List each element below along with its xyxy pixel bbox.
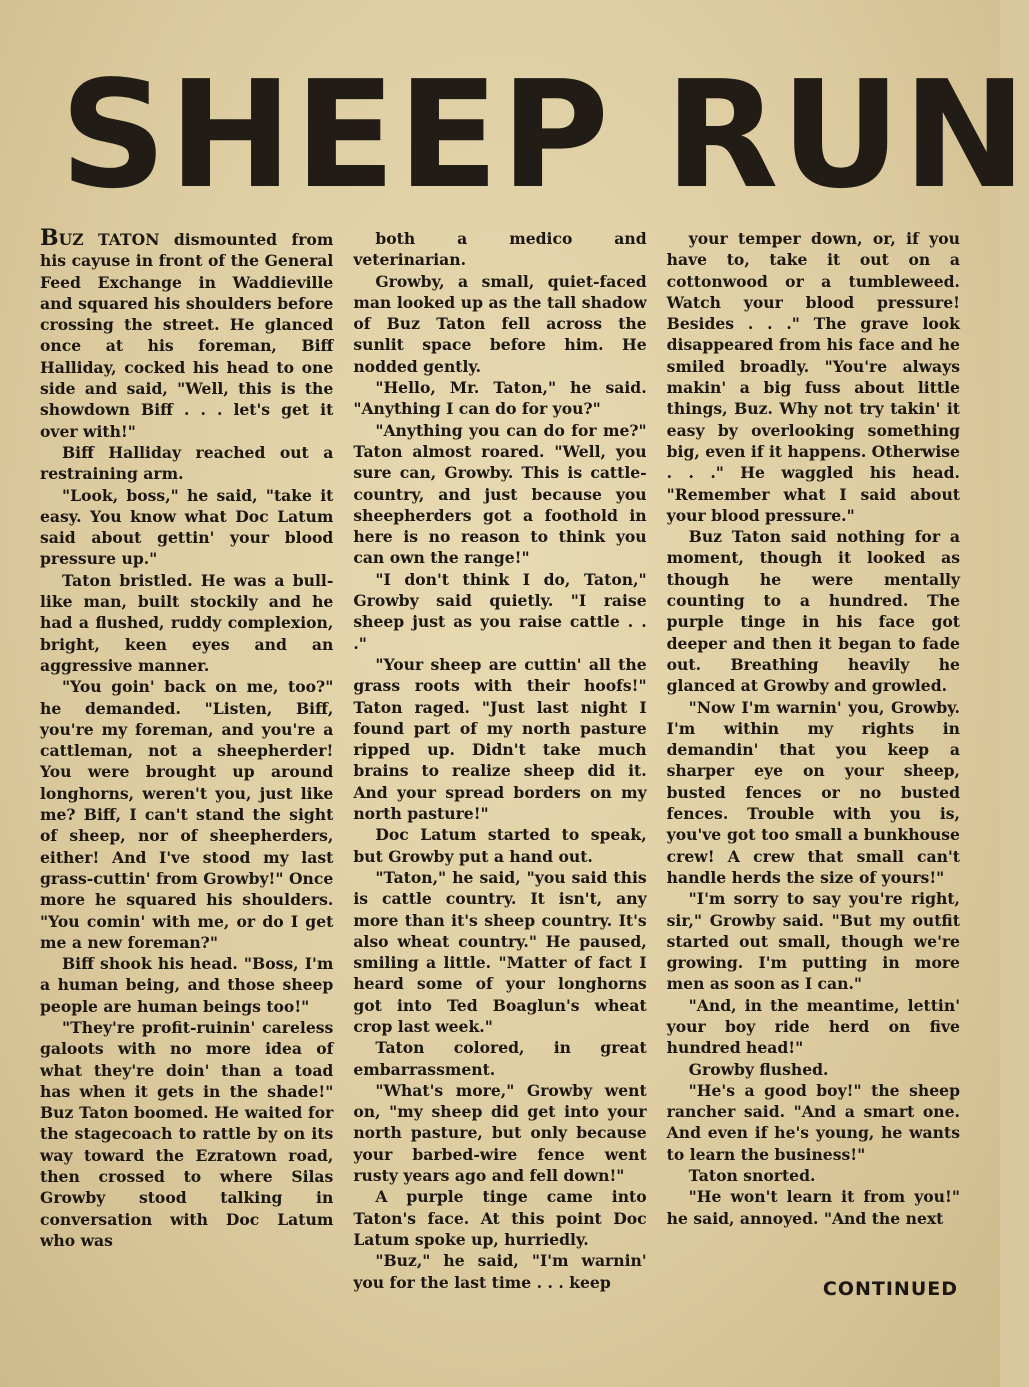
paragraph: Growby, a small, quiet-faced man looked up as the tall shadow of Buz Taton fell across the sunlit space before him. He nodded gently. <box>353 271 647 376</box>
paragraph: your temper down, or, if you have to, take it out on a cottonwood or a tumbleweed. Watch your blood pressure! Besides . . ." The grave look disappeared from his face and he smiled broadly. "You're always makin' a big fuss about little things, Buz. Why not try takin' it easy by overlooking something big, even if it happens. Otherwise . . ." He waggled his head. "Remember what I said about your blood pressure." <box>666 229 960 525</box>
paragraph: "He's a good boy!" the sheep rancher said. "And a smart one. And even if he's young, he wants to learn the business!" <box>666 1080 960 1164</box>
text-column-2 <box>353 228 647 1292</box>
paragraph: "Your sheep are cuttin' all the grass roots with their hoofs!" Taton raged. "Just last night I found part of my north pasture ripped up. Didn't take much brains to realize sheep did it. And your spread borders on my north pasture!" <box>353 654 647 824</box>
paragraph: Biff shook his head. "Boss, I'm a human being, and those sheep people are human beings too!" <box>40 954 334 1016</box>
paragraph: Biff Halliday reached out a restraining arm. <box>40 442 334 484</box>
story-title: SHEEP RUN <box>60 49 1029 221</box>
text-column-1 <box>40 225 334 1278</box>
paragraph: "Taton," he said, "you said this is cattle country. It isn't, any more than it's sheep country. It's also wheat country." He paused, smiling a little. "Matter of fact I heard some of your longhorns got into Ted Boaglun's wheat crop last week." <box>353 867 647 1036</box>
paragraph: Taton snorted. <box>688 1166 816 1186</box>
paragraph: Growby flushed. <box>688 1059 829 1079</box>
paragraph: "What's more," Growby went on, "my sheep did get into your north pasture, but only because your barbed-wire fence went rusty years ago and fell down!" <box>353 1080 647 1186</box>
paragraph: "They're profit-ruinin' careless galoots with no more idea of what they're doin' than a toad has when it gets in the shade!" Buz Taton boomed. He waited for the stagecoach to rattle by on its way toward the Ezratown road, then crossed to where Silas Growby stood talking in conversation with Doc Latum who was <box>40 1017 334 1250</box>
paragraph: Taton bristled. He was a bull-like man, built stockily and he had a flushed, ruddy complexion, bright, keen eyes and an aggressive manner. <box>40 570 334 675</box>
continued-label: CONTINUED <box>822 1278 958 1300</box>
paragraph: Doc Latum started to speak, but Growby put a hand out. <box>353 825 647 866</box>
paragraph: "Now I'm warnin' you, Growby. I'm within my rights in demandin' that you keep a sharper eye on your sheep, busted fences or no busted fences. Trouble with you is, you've got too small a bunkhouse crew! A crew that small can't handle herds the size of yours!" <box>666 697 960 887</box>
paragraph: "Anything you can do for me?" Taton almost roared. "Well, you sure can, Growby. This is cattle-country, and just because you sheepherders got a foothold in here is no reason to think you can own the range!" <box>353 420 647 568</box>
paragraph: "I'm sorry to say you're right, sir," Growby said. "But my outfit started out small, though we're growing. I'm putting in more men as soon as I can." <box>666 889 960 994</box>
paragraph: "I don't think I do, Taton," Growby said quietly. "I raise sheep just as you raise cattle . . ." <box>353 569 647 653</box>
paragraph: "Hello, Mr. Taton," he said. "Anything I can do for you?" <box>353 378 647 419</box>
paragraph: "Buz," he said, "I'm warnin' you for the last time . . . keep <box>353 1251 647 1292</box>
paragraph: BUZ TATON dismounted from his cayuse in front of the General Feed Exchange in Waddieville and squared his shoulders before crossing the street. He glanced once at his foreman, Biff Halliday, cocked his head to one side and said, "Well, this is the showdown Biff . . . let's get it over with!" <box>40 225 334 441</box>
paragraph: "He won't learn it from you!" he said, annoyed. "And the next <box>666 1187 960 1228</box>
paragraph: A purple tinge came into Taton's face. At this point Doc Latum spoke up, hurriedly. <box>353 1187 647 1249</box>
paragraph: Taton colored, in great embarrassment. <box>353 1038 647 1079</box>
paragraph: both a medico and veterinarian. <box>353 229 647 270</box>
paragraph: Buz Taton said nothing for a moment, though it looked as though he were mentally counting to a hundred. The purple tinge in his face got deeper and then it began to fade out. Breathing heavily he glanced at Growby and growled. <box>666 527 960 696</box>
text-column-3 <box>667 228 960 1278</box>
paragraph: "Look, boss," he said, "take it easy. You know what Doc Latum said about gettin' your blood pressure up." <box>40 485 334 569</box>
paragraph: "And, in the meantime, lettin' your boy ride herd on five hundred head!" <box>666 995 960 1058</box>
paragraph: "You goin' back on me, too?" he demanded. "Listen, Biff, you're my foreman, and you're a cattleman, not a sheepherder! You were brought up around longhorns, weren't you, just like me? Biff, I can't stand the sight of sheep, nor of sheepherders, either! And I've stood my last grass-cuttin' from Growby!" Once more he squared his shoulders. "You comin' with me, or do I get me a new foreman?" <box>40 677 334 952</box>
